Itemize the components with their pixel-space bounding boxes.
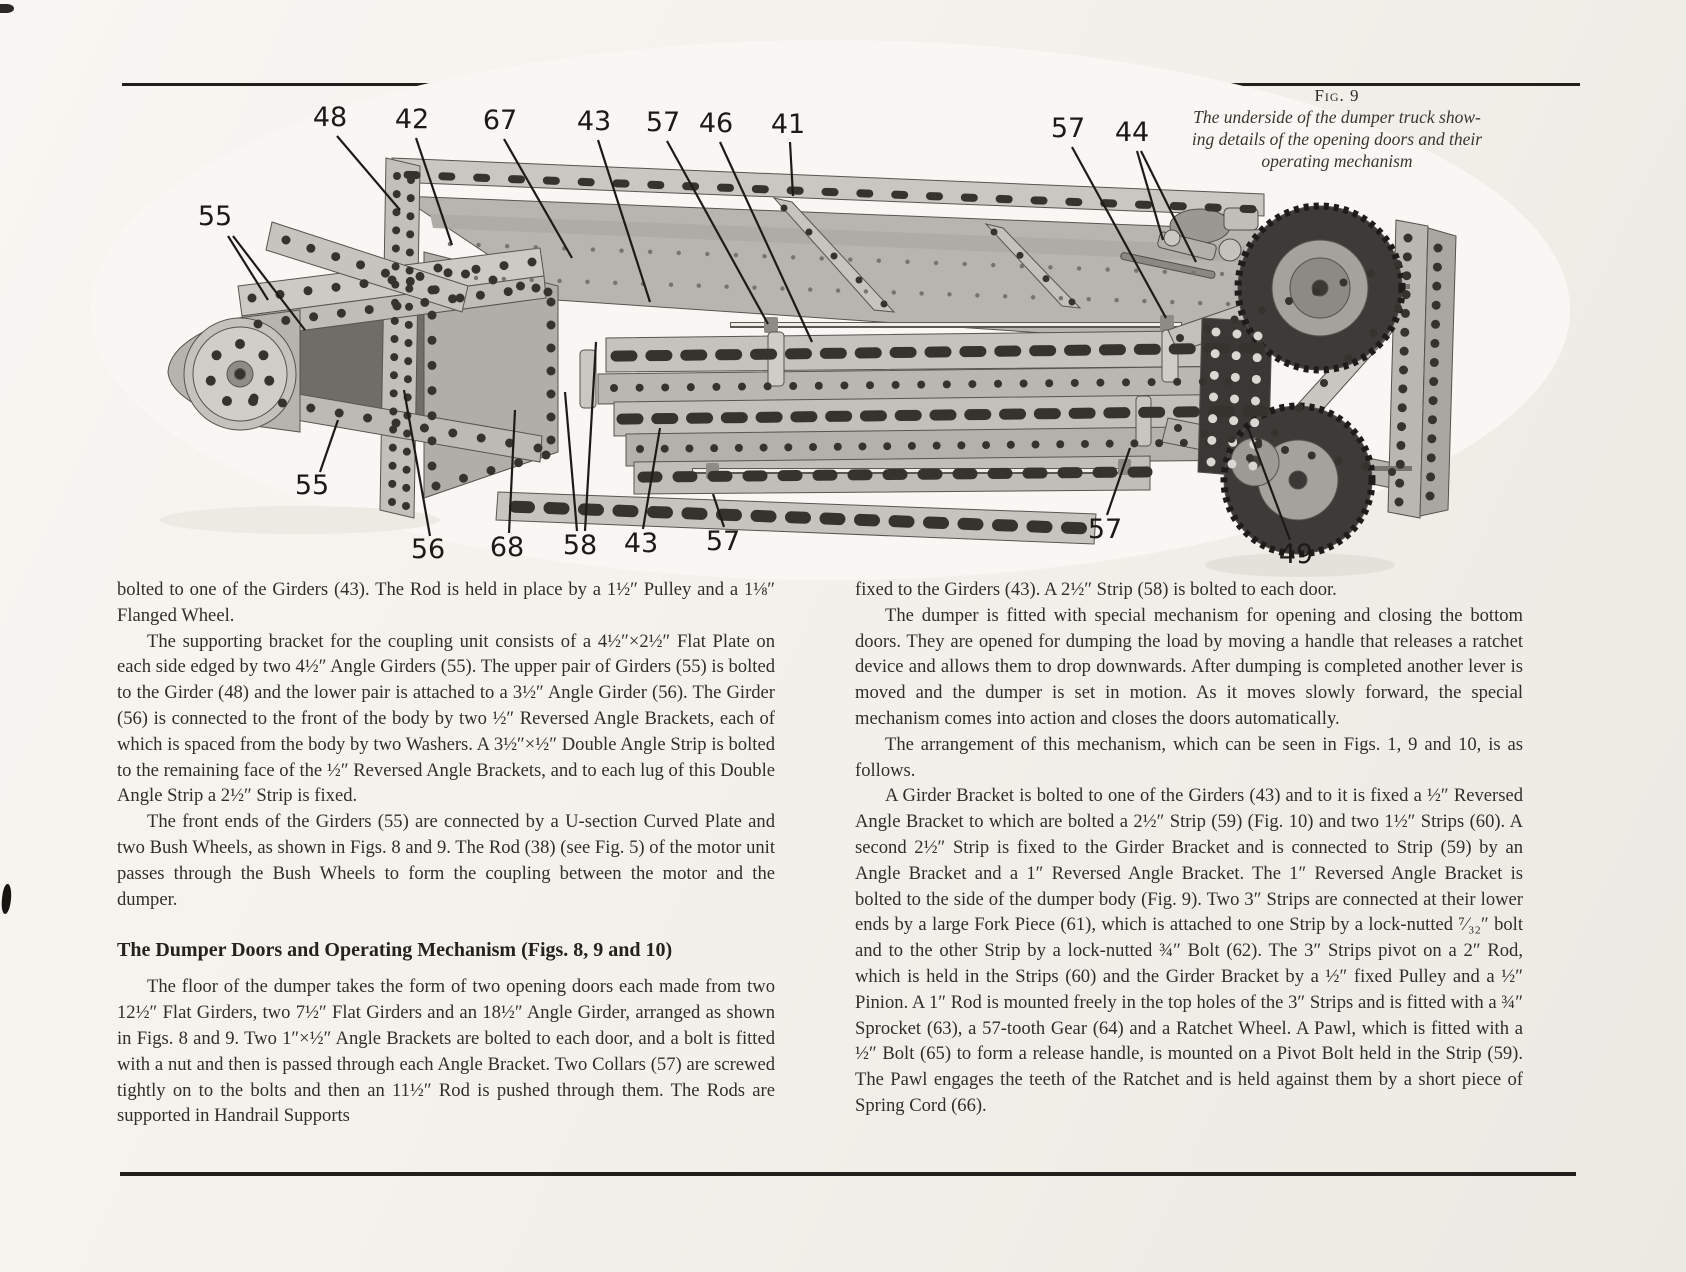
rear-wheel-lower	[1224, 406, 1372, 554]
callout-55-upper: 55	[197, 201, 233, 232]
callout-43-bottom: 43	[623, 528, 659, 559]
paragraph: fixed to the Girders (43). A 2½″ Strip (58) is bolted to each door.	[855, 579, 1337, 600]
caption-line: The underside of the dumper truck show-	[1193, 107, 1481, 127]
callout-57-right: 57	[1087, 514, 1123, 545]
ink-smudge	[0, 884, 12, 915]
callout-41: 41	[770, 109, 806, 140]
paragraph: The front ends of the Girders (55) are connected by a U-section Curved Plate and two Bush Wheels, as shown in Figs. 8 and 9. The Rod (38) (see Fig. 5) of the motor unit passes through the Bush Wheels to form the coupling between the motor and the dumper.	[117, 811, 775, 910]
callout-49: 49	[1278, 539, 1314, 570]
callout-55-lower: 55	[294, 470, 330, 501]
caption-line: ing details of the opening doors and their	[1191, 129, 1483, 149]
callout-56: 56	[410, 534, 446, 565]
right-column	[855, 577, 1523, 1119]
callout-67: 67	[482, 105, 518, 136]
callout-44: 44	[1114, 117, 1150, 148]
figure-illustration	[0, 0, 1686, 600]
caption-line: operating mechanism	[1261, 151, 1413, 171]
callout-43-top: 43	[576, 106, 612, 137]
left-column	[117, 577, 775, 1129]
bottom-rule	[120, 1172, 1576, 1176]
paragraph: A Girder Bracket is bolted to one of the Girders (43) and to it is fixed a ½″ Reversed Angle Bracket to which are bolted a 2½″ Strip (59) (Fig. 10) and two 1½″ Strips (60). A second 2½″ Strip is fixed to the Girder Bracket and is connected to Strip (59) by an Angle Bracket and a 1″ Reversed Angle Bracket. The 1″ Reversed Angle Bracket is bolted to the side of the dumper body (Fig. 9). Two 3″ Strips are connected at their lower ends by a large Fork Piece (61), which is attached to one Strip by a lock-nutted ⁷⁄₃₂″ bolt and to the other Strip by a lock-nutted ¾″ Bolt (62). The 3″ Strips pivot on a 2″ Rod, which is held in the Strips (60) and the Girder Bracket by a ½″ fixed Pulley and a ½″ Pinion. A 1″ Rod is mounted freely in the top holes of the 3″ Strips and is fitted with a ¾″ Sprocket (63), a 57-tooth Gear (64) and a Ratchet Wheel. A Pawl, which is fitted with a ½″ Bolt (65) to form a release handle, is mounted on a Pivot Bolt held in the Strip (59). The Pawl engages the teeth of the Ratchet and is held against them by a short piece of Spring Cord (66).	[855, 785, 1523, 1116]
callout-57-topright: 57	[1050, 113, 1086, 144]
callout-68: 68	[489, 532, 525, 563]
callout-42: 42	[394, 104, 430, 135]
paragraph: The arrangement of this mechanism, which can be seen in Figs. 1, 9 and 10, is as follows.	[855, 733, 1523, 781]
callout-46: 46	[698, 108, 734, 139]
callout-57-top: 57	[645, 107, 681, 138]
callout-57-bottom: 57	[705, 526, 741, 557]
callout-48: 48	[312, 102, 348, 133]
paragraph: bolted to one of the Girders (43). The Rod is held in place by a 1½″ Pulley and a 1⅛″ Flanged Wheel.	[117, 579, 775, 626]
section-heading: The Dumper Doors and Operating Mechanism (Figs. 8, 9 and 10)	[117, 939, 673, 962]
paragraph: The floor of the dumper takes the form of two opening doors each made from two 12½″ Flat Girders, two 7½″ Flat Girders and an 18½″ Angle Girder, arranged as shown in Figs. 8 and 9. Two 1″×½″ Angle Brackets are bolted to each door, and a bolt is fitted with a nut and then is passed through each Angle Bracket. Two Collars (57) are screwed tightly on to the bolts and then an 11½″ Rod is pushed through them. The Rods are supported in Handrail Supports	[117, 976, 775, 1127]
figure-label: Fig. 9	[1314, 86, 1360, 105]
callout-58: 58	[562, 530, 598, 561]
paragraph: The supporting bracket for the coupling unit consists of a 4½″×2½″ Flat Plate on each side edged by two 4½″ Angle Girders (55). The upper pair of Girders (55) is bolted to the Girder (48) and the lower pair is attached to a 3½″ Angle Girder (56). The Girder (56) is connected to the front of the body by two ½″ Reversed Angle Brackets, each of which is spaced from the body by two Washers. A 3½″×½″ Double Angle Strip is bolted to the remaining face of the ½″ Reversed Angle Brackets, and to each lug of this Double Angle Strip a 2½″ Strip is fixed.	[117, 630, 775, 807]
paragraph: The dumper is fitted with special mechanism for opening and closing the bottom doors. They are opened for dumping the load by moving a handle that releases a ratchet device and allows them to drop downwards. After dumping is completed another lever is moved and the dumper is set in motion. As it moves slowly forward, the special mechanism comes into action and closes the doors automatically.	[855, 604, 1523, 729]
